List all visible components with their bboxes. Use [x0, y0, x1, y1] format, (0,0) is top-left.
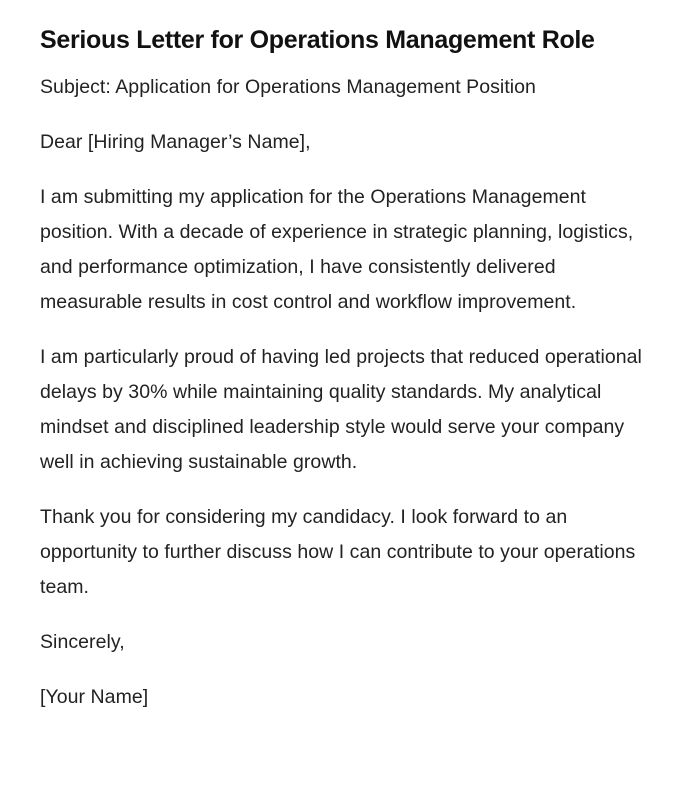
- letter-paragraph-intro: I am submitting my application for the Operations Management position. With a decade of experience in strategic planning, logistics, and performance optimization, I have consistently delivered measurable results in cost control and workflow improvement.: [40, 186, 634, 313]
- letter-paragraph-closing-remarks: Thank you for considering my candidacy. I look forward to an opportunity to further discuss how I can contribute to your operations team.: [40, 506, 636, 598]
- letter-subject: Subject: Application for Operations Management Position: [40, 76, 536, 98]
- letter-title: Serious Letter for Operations Management Role: [40, 26, 595, 54]
- letter-closing: Sincerely,: [40, 631, 125, 653]
- letter-salutation: Dear [Hiring Manager’s Name],: [40, 131, 311, 153]
- letter-signature: [Your Name]: [40, 686, 149, 708]
- letter-document: [40, 22, 650, 735]
- letter-paragraph-achievements: I am particularly proud of having led projects that reduced operational delays by 30% while maintaining quality standards. My analytical mindset and disciplined leadership style would serve your company well in achieving sustainable growth.: [40, 346, 642, 473]
